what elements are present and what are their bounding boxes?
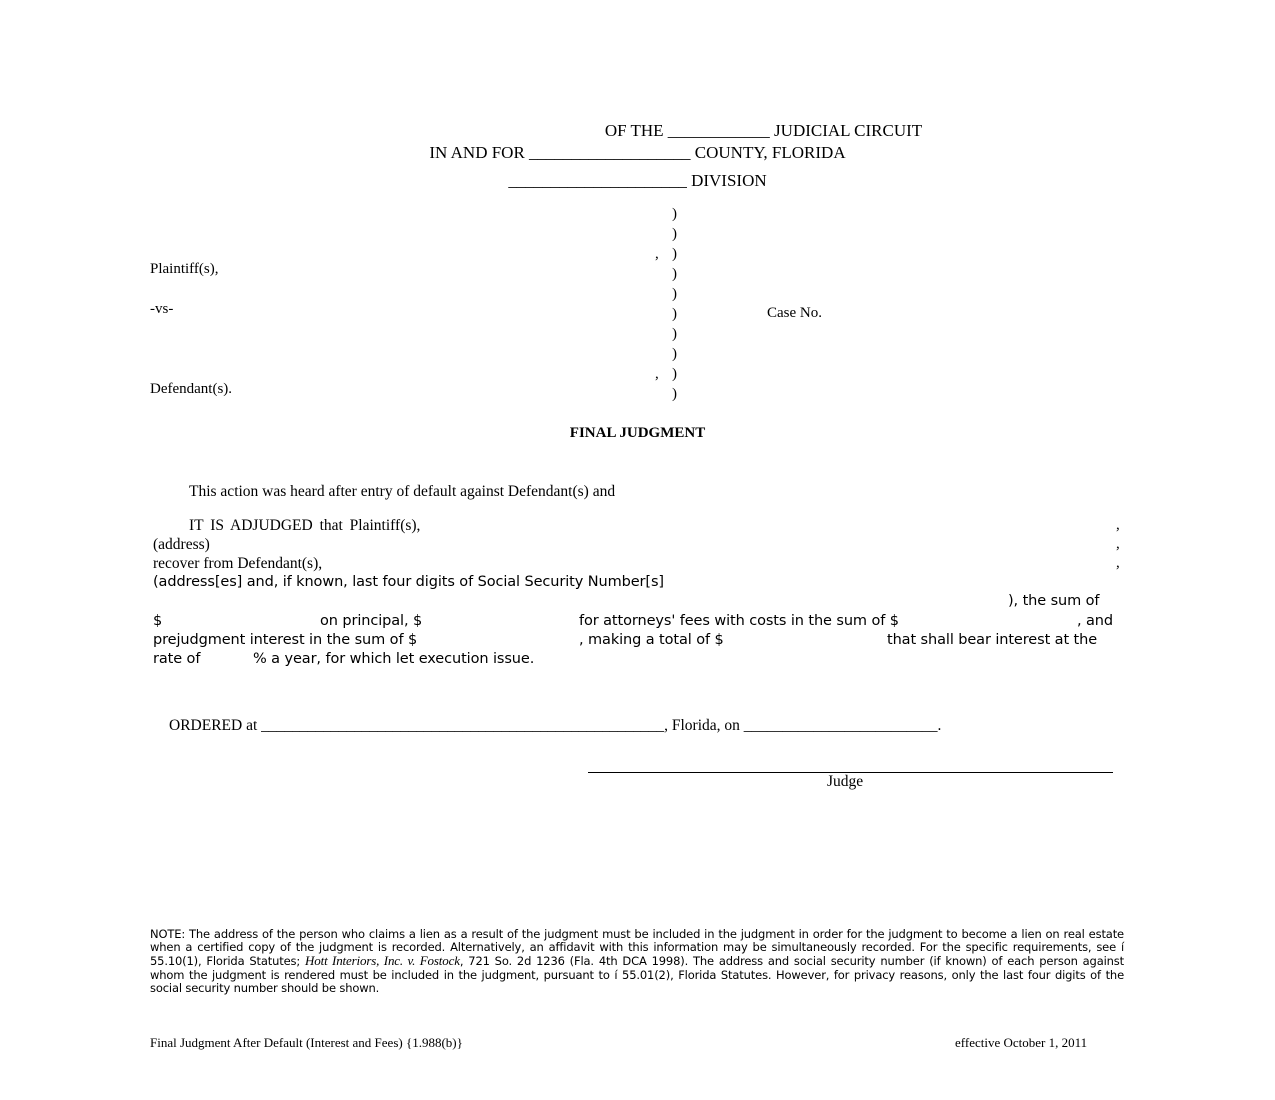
- form-title-footer: Final Judgment After Default (Interest and Fees) {1.988(b)}: [150, 1035, 463, 1050]
- court-division-line: _____________________ DIVISION: [508, 171, 767, 190]
- caption-paren: ): [672, 346, 677, 362]
- dollar-sign: $: [153, 613, 163, 629]
- ordered-line: ORDERED at ____________________________________________________, Florida, on _________________________.: [169, 717, 942, 734]
- prejudgment-text: prejudgment interest in the sum of $: [153, 632, 418, 648]
- vs-label: -vs-: [150, 301, 174, 317]
- attorneys-fees-text: for attorneys' fees with costs in the sum of $: [579, 613, 899, 629]
- court-county-line: IN AND FOR ___________________ COUNTY, FLORIDA: [429, 143, 846, 162]
- caption-paren: ): [672, 286, 677, 302]
- case-citation: Hott Interiors, Inc. v. Fostock: [305, 953, 460, 969]
- sum-of-text: ), the sum of: [1008, 593, 1100, 609]
- line-end-comma: ,: [1116, 536, 1120, 552]
- total-text: , making a total of $: [579, 632, 724, 648]
- court-circuit-line: OF THE ____________ JUDICIAL CIRCUIT: [604, 121, 923, 140]
- note-text-part1: NOTE: The address of the person who claims a lien as a result of the judgment must be included in the judgment in order for the judgment to become a lien on real estate when a certified copy of the judgment is recorded. Alternatively, an affidavit with this information may be simultaneously recorded. For the specific requirements, see í 55.10(1), Florida Statutes;: [150, 927, 1124, 969]
- bear-interest-text: that shall bear interest at the: [887, 632, 1098, 648]
- caption-paren: ): [672, 246, 677, 262]
- plaintiff-label: Plaintiff(s),: [150, 261, 219, 277]
- case-number-label: Case No.: [767, 305, 822, 321]
- caption-paren: ): [672, 366, 677, 382]
- principal-text: on principal, $: [320, 613, 423, 629]
- defendant-label: Defendant(s).: [150, 381, 233, 397]
- plaintiff-address-label: (address): [153, 536, 210, 553]
- action-paragraph: This action was heard after entry of default against Defendant(s) and: [189, 483, 616, 500]
- defendant-address-label: (address[es] and, if known, last four digits of Social Security Number[s]: [153, 574, 664, 590]
- caption-paren: ): [672, 266, 677, 282]
- caption-paren: ): [672, 226, 677, 242]
- recover-line: recover from Defendant(s),: [153, 555, 323, 572]
- rate-of-text: rate of: [153, 651, 201, 667]
- caption-paren: ): [672, 306, 677, 322]
- statutory-note: [150, 928, 1124, 995]
- caption-paren: ): [672, 386, 677, 402]
- caption-paren: ): [672, 326, 677, 342]
- effective-date-footer: effective October 1, 2011: [955, 1035, 1088, 1050]
- caption-paren: ): [672, 206, 677, 222]
- caption-comma: ,: [655, 366, 659, 382]
- line-end-comma: ,: [1116, 517, 1120, 533]
- adjudged-line: IT IS ADJUDGED that Plaintiff(s),: [189, 517, 421, 534]
- caption-comma: ,: [655, 246, 659, 262]
- note-text-part2: , 721 So. 2d 1236 (Fla. 4th DCA 1998). The address and social security number (if known) of each person against whom the judgment is rendered must be included in the judgment, pursuant to í 55.01(2), Florida Statutes. However, for privacy reasons, only the last four digits of the social security number should be shown.: [150, 954, 1124, 995]
- line-end-comma: ,: [1116, 555, 1120, 571]
- and-text: , and: [1077, 613, 1113, 629]
- judge-label: Judge: [827, 773, 864, 790]
- document-title: FINAL JUDGMENT: [569, 425, 706, 441]
- execution-text: % a year, for which let execution issue.: [253, 651, 535, 667]
